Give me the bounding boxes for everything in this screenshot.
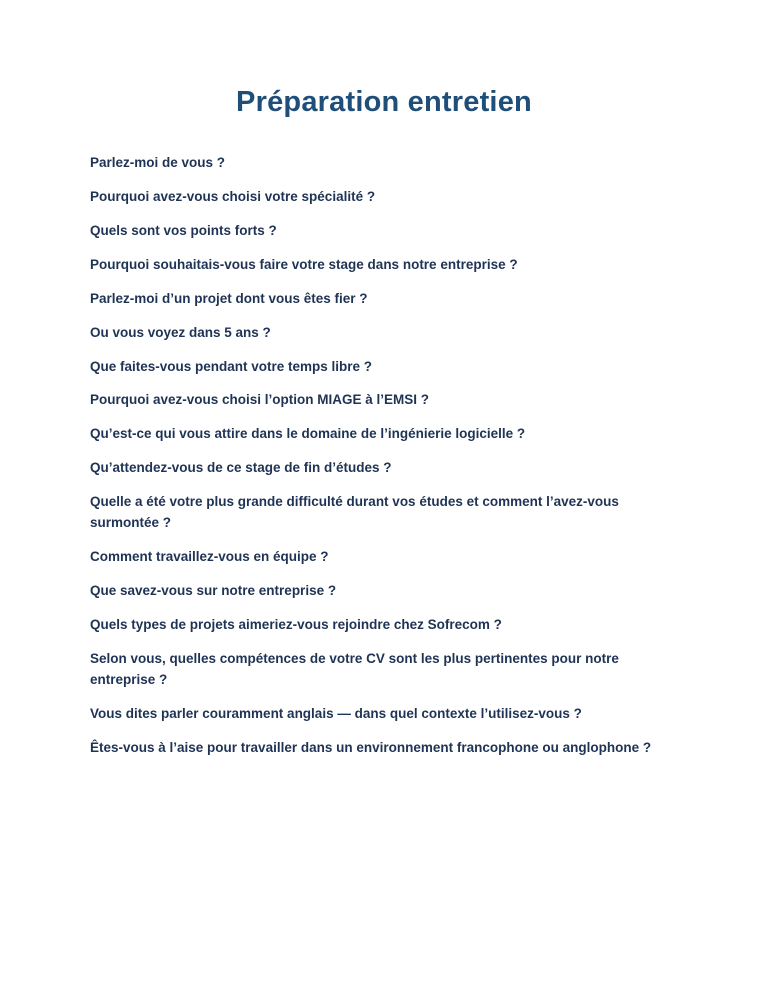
document-title: Préparation entretien [236,86,532,118]
question-item: Ou vous voyez dans 5 ans ? [90,324,271,340]
question-item: Que savez-vous sur notre entreprise ? [90,582,337,598]
question-item: Qu’attendez-vous de ce stage de fin d’études ? [90,460,392,476]
question-item: Vous dites parler couramment anglais — dans quel contexte l’utilisez-vous ? [90,705,582,721]
question-item: Pourquoi avez-vous choisi l’option MIAGE à l’EMSI ? [90,392,430,408]
question-item: Êtes-vous à l’aise pour travailler dans un environnement francophone ou anglophone ? [90,739,652,755]
question-item: Pourquoi avez-vous choisi votre spécialité ? [90,188,376,204]
question-item: Pourquoi souhaitais-vous faire votre stage dans notre entreprise ? [90,256,518,272]
question-item: Qu’est-ce qui vous attire dans le domaine de l’ingénierie logicielle ? [90,426,526,442]
question-item: Parlez-moi d’un projet dont vous êtes fier ? [90,290,368,306]
question-item: Quelle a été votre plus grande difficulté durant vos études et comment l’avez-vous surmontée ? [90,494,619,531]
question-item: Comment travaillez-vous en équipe ? [90,549,329,565]
question-item: Que faites-vous pendant votre temps libre ? [90,358,373,374]
question-item: Parlez-moi de vous ? [90,155,226,170]
question-item: Selon vous, quelles compétences de votre CV sont les plus pertinentes pour notre entreprise ? [90,650,619,687]
question-item: Quels sont vos points forts ? [90,222,277,238]
question-list [90,153,678,759]
question-item: Quels types de projets aimeriez-vous rejoindre chez Sofrecom ? [90,616,502,632]
